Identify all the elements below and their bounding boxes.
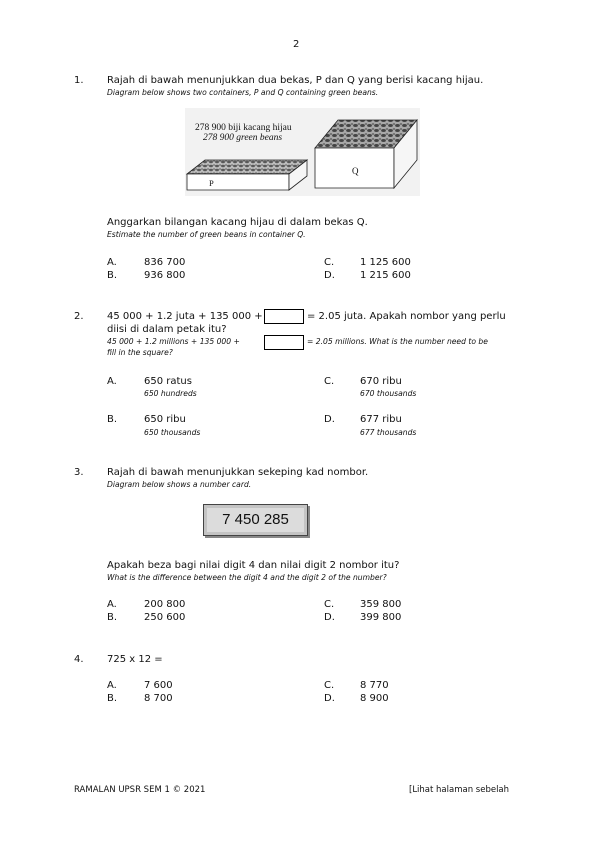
q2-option-c-value[interactable]: 670 ribu	[360, 376, 402, 387]
question-2-number: 2.	[74, 311, 84, 322]
question-3-ask-ms: Apakah beza bagi nilai digit 4 dan nilai digit 2 nombor itu?	[107, 560, 400, 571]
q2-option-b-value[interactable]: 650 ribu	[144, 414, 186, 425]
q1-option-a-value[interactable]: 836 700	[144, 257, 186, 268]
answer-box-en[interactable]	[264, 335, 304, 350]
number-card: 7 450 285	[203, 504, 308, 536]
question-1-text-en: Diagram below shows two containers, P and Q containing green beans.	[107, 88, 379, 97]
q4-option-c-value[interactable]: 8 770	[360, 680, 389, 691]
q3-option-a-value[interactable]: 200 800	[144, 599, 186, 610]
q2-option-c-value-en: 670 thousands	[360, 389, 417, 398]
question-4-text: 725 x 12 =	[107, 654, 163, 665]
question-2-ms-part2: = 2.05 juta. Apakah nombor yang perlu	[307, 311, 506, 322]
footer-left: RAMALAN UPSR SEM 1 © 2021	[74, 785, 206, 795]
question-4-number: 4.	[74, 654, 84, 665]
question-2-en-part3: fill in the square?	[107, 348, 173, 357]
q3-option-a-letter: A.	[107, 599, 117, 610]
question-1-text-ms: Rajah di bawah menunjukkan dua bekas, P dan Q yang berisi kacang hijau.	[107, 75, 484, 86]
question-1-ask-ms: Anggarkan bilangan kacang hijau di dalam bekas Q.	[107, 217, 368, 228]
q4-option-a-value[interactable]: 7 600	[144, 680, 173, 691]
q3-option-b-value[interactable]: 250 600	[144, 612, 186, 623]
containers-diagram	[185, 108, 420, 196]
containers-illustration	[185, 108, 420, 196]
question-3-text-ms: Rajah di bawah menunjukkan sekeping kad nombor.	[107, 467, 369, 478]
q2-option-d-value[interactable]: 677 ribu	[360, 414, 402, 425]
question-3-text-en: Diagram below shows a number card.	[107, 480, 252, 489]
answer-box[interactable]	[264, 309, 304, 324]
question-1-ask-en: Estimate the number of green beans in container Q.	[107, 230, 306, 239]
question-2-ms-part1: 45 000 + 1.2 juta + 135 000 +	[107, 311, 263, 322]
q3-option-d-letter: D.	[324, 612, 335, 623]
q1-option-b-value[interactable]: 936 800	[144, 270, 186, 281]
question-3-number: 3.	[74, 467, 84, 478]
q2-option-a-letter: A.	[107, 376, 117, 387]
container-p-label: P	[209, 178, 214, 188]
q1-option-d-value[interactable]: 1 215 600	[360, 270, 411, 281]
container-q	[315, 120, 417, 188]
q1-option-c-value[interactable]: 1 125 600	[360, 257, 411, 268]
q3-option-b-letter: B.	[107, 612, 118, 623]
q2-option-b-value-en: 650 thousands	[144, 428, 201, 437]
q3-option-c-letter: C.	[324, 599, 335, 610]
container-q-label: Q	[352, 166, 359, 176]
question-2-en-part1: 45 000 + 1.2 millions + 135 000 +	[107, 337, 240, 346]
q3-option-c-value[interactable]: 359 800	[360, 599, 402, 610]
q2-option-d-value-en: 677 thousands	[360, 428, 417, 437]
question-1-number: 1.	[74, 75, 84, 86]
q1-option-c-letter: C.	[324, 257, 335, 268]
q2-option-c-letter: C.	[324, 376, 335, 387]
q4-option-a-letter: A.	[107, 680, 117, 691]
container-p	[187, 160, 307, 190]
q4-option-b-letter: B.	[107, 693, 118, 704]
q2-option-a-value[interactable]: 650 ratus	[144, 376, 192, 387]
q4-option-c-letter: C.	[324, 680, 335, 691]
question-3-ask-en: What is the difference between the digit 4 and the digit 2 of the number?	[107, 573, 387, 582]
q4-option-d-letter: D.	[324, 693, 335, 704]
page-number: 2	[293, 39, 300, 50]
q2-option-d-letter: D.	[324, 414, 335, 425]
q1-option-d-letter: D.	[324, 270, 335, 281]
beans-label-ms: 278 900 biji kacang hijau	[195, 123, 292, 133]
q4-option-d-value[interactable]: 8 900	[360, 693, 389, 704]
q2-option-b-letter: B.	[107, 414, 118, 425]
footer-right: [Lihat halaman sebelah	[409, 785, 510, 795]
q3-option-d-value[interactable]: 399 800	[360, 612, 402, 623]
q1-option-a-letter: A.	[107, 257, 117, 268]
question-2-en-part2: = 2.05 millions. What is the number need to be	[307, 337, 488, 346]
q1-option-b-letter: B.	[107, 270, 118, 281]
q4-option-b-value[interactable]: 8 700	[144, 693, 173, 704]
question-2-ms-part3: diisi di dalam petak itu?	[107, 324, 227, 335]
beans-label-en: 278 900 green beans	[203, 133, 283, 143]
q2-option-a-value-en: 650 hundreds	[144, 389, 197, 398]
